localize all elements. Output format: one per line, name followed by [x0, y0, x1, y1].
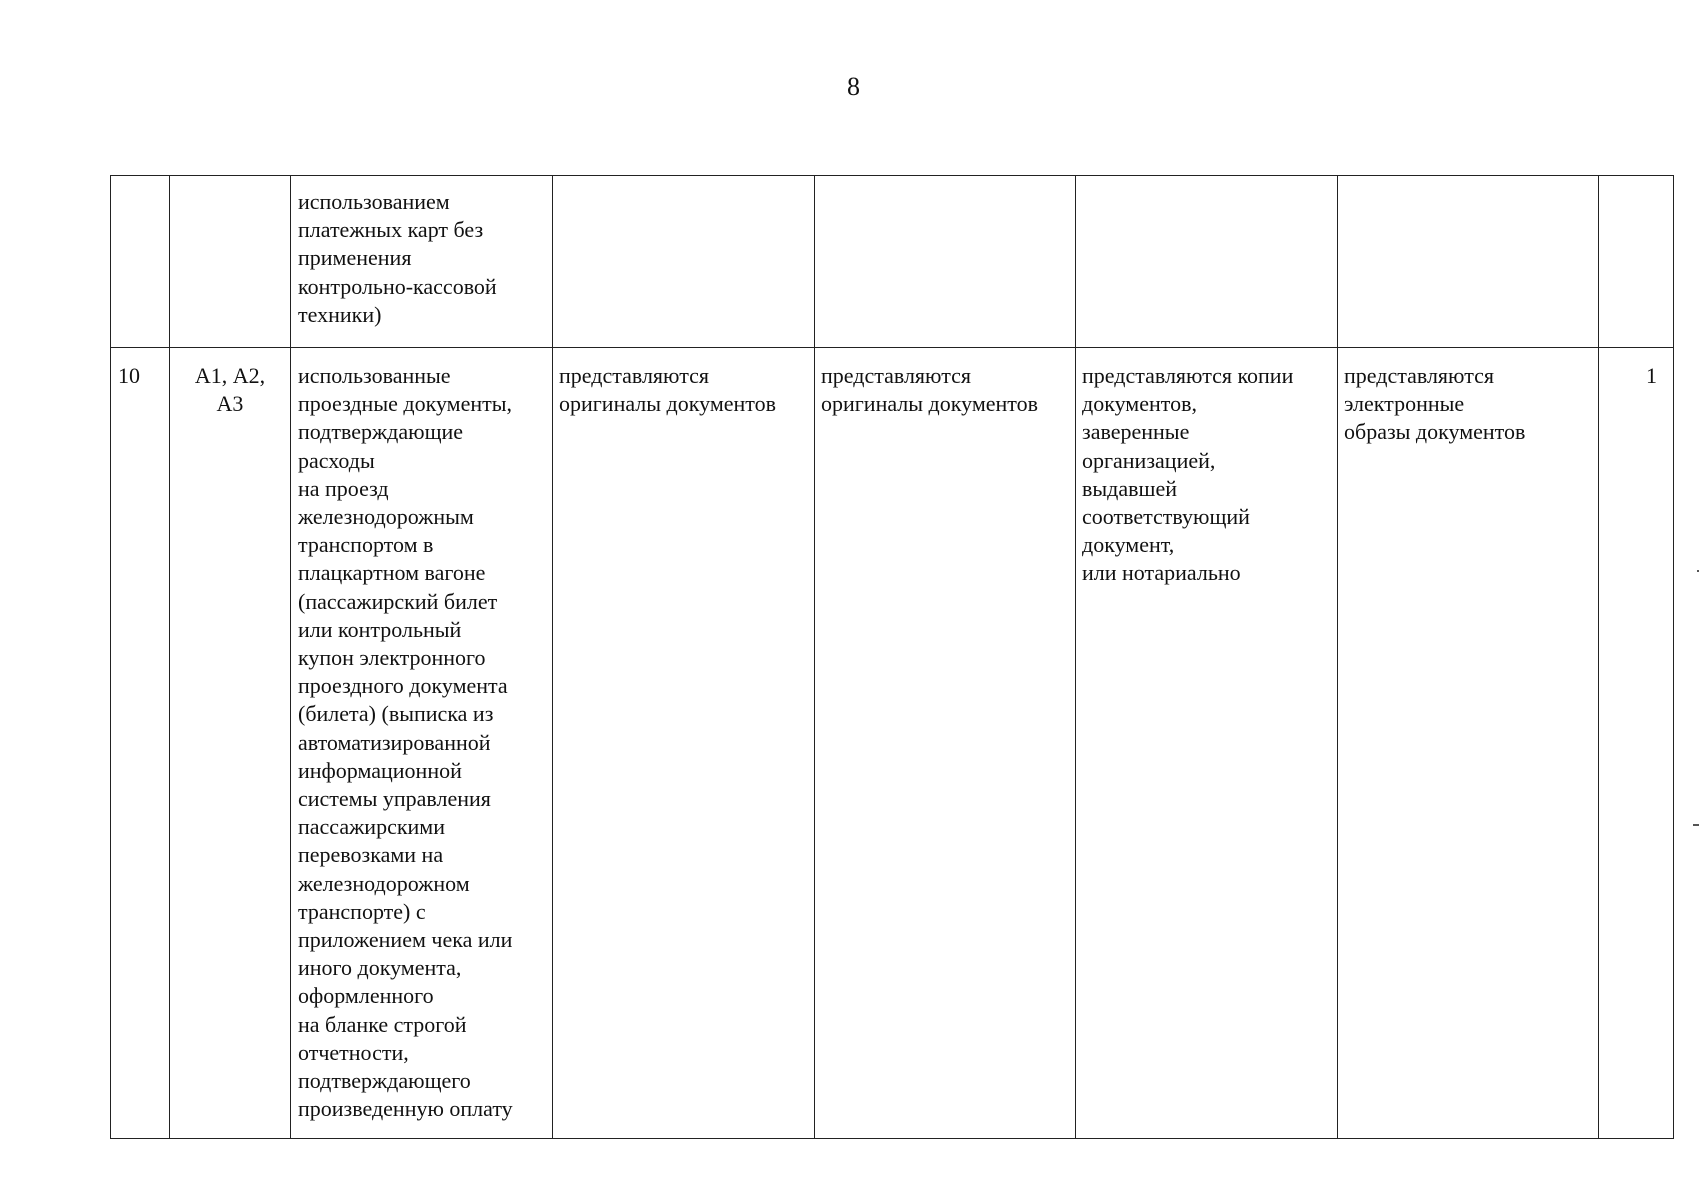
row-number-cell — [111, 176, 170, 348]
requirement-cell-1 — [553, 176, 815, 348]
requirement-cell-2: представляются оригиналы документов — [815, 348, 1076, 1139]
description-cell: использованные проездные документы, подтверждающие расходы на проезд железнодорожным транспортом в плацкартном вагоне (пассажирский билет или контрольный купон электронного проездного документа (билета) (выписка из автоматизированной информационной системы управления пассажирскими перевозками на железнодорожном транспорте) с приложением чека или иного документа, оформленного на бланке строгой отчетности, подтверждающего произведенную оплату — [291, 348, 553, 1139]
row-number-cell: 10 — [111, 348, 170, 1139]
count-cell: 1 — [1599, 348, 1674, 1139]
scan-artifact-mark — [1697, 570, 1699, 572]
requirement-cell-4: представляются электронные образы документов — [1338, 348, 1599, 1139]
requirement-cell-2 — [815, 176, 1076, 348]
table-row — [111, 176, 1674, 348]
description-cell: использованием платежных карт без применения контрольно-кассовой техники) — [291, 176, 553, 348]
requirement-cell-3: представляются копии документов, заверенные организацией, выдавшей соответствующий документ, или нотариально — [1076, 348, 1338, 1139]
document-table — [110, 175, 1674, 1139]
requirement-cell-4 — [1338, 176, 1599, 348]
codes-cell — [170, 176, 291, 348]
requirement-cell-3 — [1076, 176, 1338, 348]
count-cell — [1599, 176, 1674, 348]
scan-artifact-mark — [1693, 824, 1699, 826]
table-row — [111, 348, 1674, 1139]
codes-cell: А1, А2, А3 — [170, 348, 291, 1139]
requirement-cell-1: представляются оригиналы документов — [553, 348, 815, 1139]
page-number: 8 — [847, 72, 860, 101]
